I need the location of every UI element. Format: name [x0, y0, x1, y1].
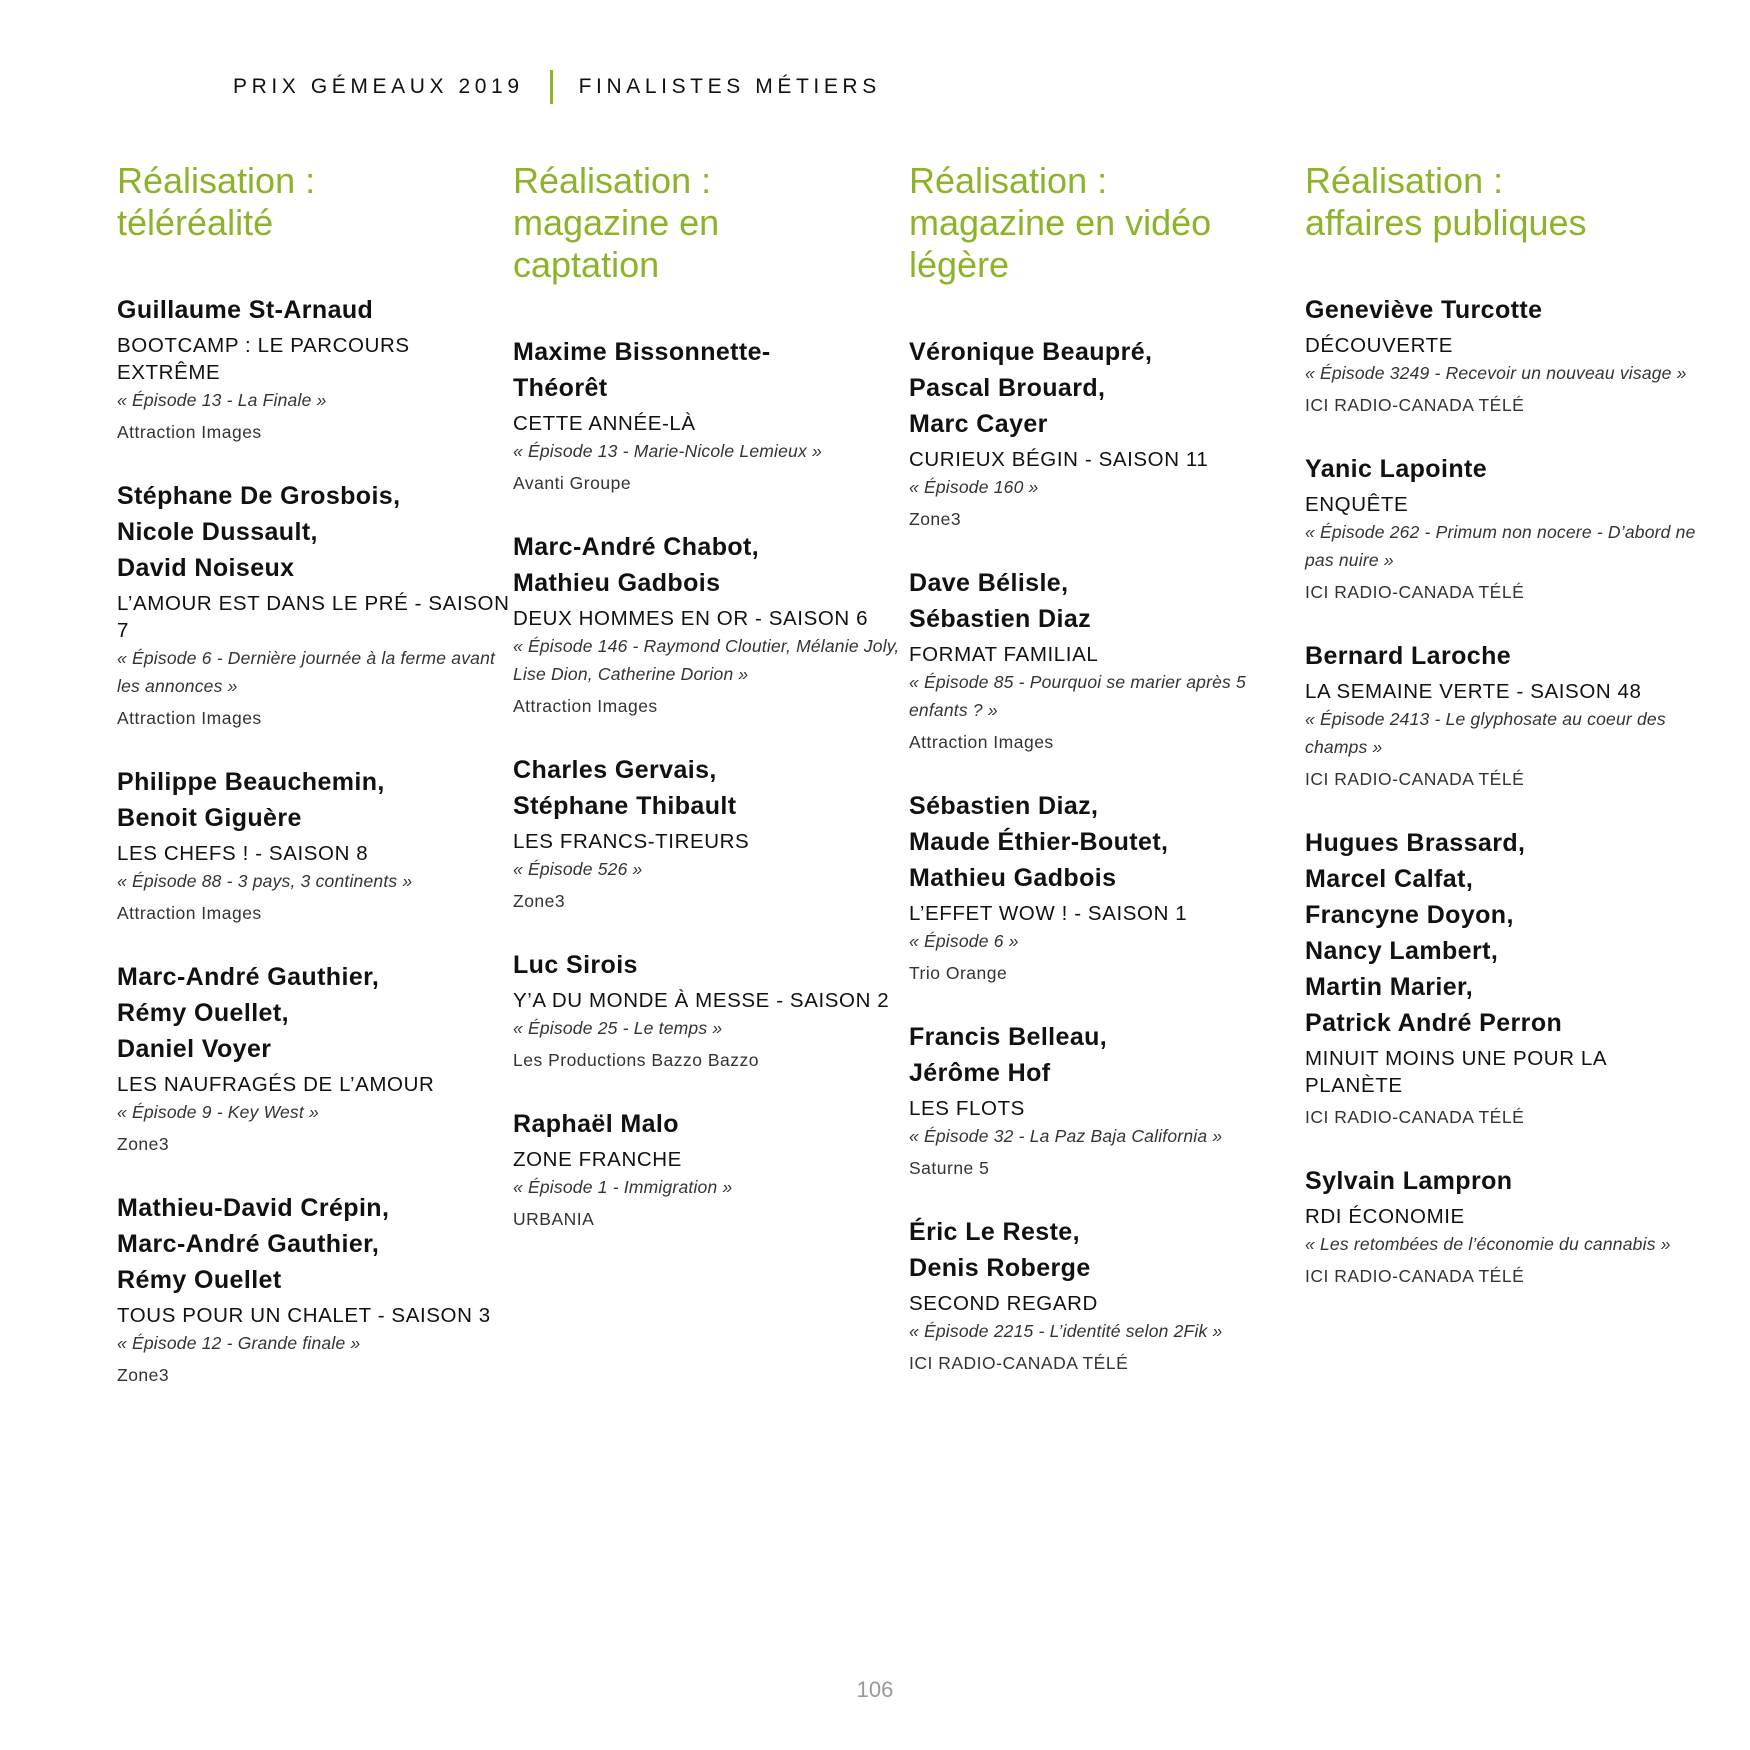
finalist-names: [909, 1019, 1305, 1091]
finalist-name: Philippe Beauchemin,: [117, 768, 385, 796]
finalist-names: [513, 529, 909, 601]
finalist-names: [1305, 638, 1701, 674]
finalist-entry: [117, 764, 513, 925]
episode-title: « Épisode 13 - Marie-Nicole Lemieux »: [513, 441, 822, 461]
category-heading-line: Réalisation :: [117, 160, 316, 201]
finalist-names: [117, 764, 513, 836]
finalist-name: Mathieu Gadbois: [513, 569, 721, 597]
finalist-name: Mathieu Gadbois: [909, 864, 1117, 892]
finalist-name: Martin Marier,: [1305, 973, 1474, 1001]
producer-name: URBANIA: [513, 1209, 595, 1229]
finalist-names: [117, 478, 513, 586]
finalist-names: [513, 947, 909, 983]
finalist-name: Véronique Beaupré,: [909, 338, 1153, 366]
producer-name: Avanti Groupe: [513, 473, 632, 493]
finalist-names: [1305, 292, 1701, 328]
finalist-name: Denis Roberge: [909, 1254, 1091, 1282]
finalist-name: Marc-André Gauthier,: [117, 1230, 380, 1258]
finalist-entry: [1305, 451, 1701, 604]
finalist-name: Rémy Ouellet: [117, 1266, 282, 1294]
show-title: FORMAT FAMILIAL: [909, 643, 1099, 666]
finalist-name: Dave Bélisle,: [909, 569, 1069, 597]
finalist-entry: [909, 1214, 1305, 1375]
category-heading-line: Réalisation :: [1305, 160, 1504, 201]
show-title: LES CHEFS ! - SAISON 8: [117, 842, 369, 865]
category-heading: [909, 160, 1305, 286]
finalist-name: Charles Gervais,: [513, 756, 717, 784]
finalist-name: Maude Éthier-Boutet,: [909, 828, 1169, 856]
producer-name: Attraction Images: [909, 732, 1054, 752]
episode-title: « Épisode 9 - Key West »: [117, 1102, 319, 1122]
finalist-names: [117, 292, 513, 328]
episode-title: « Épisode 85 - Pourquoi se marier après 5 enfants ? »: [909, 672, 1246, 720]
episode-title: « Épisode 13 - La Finale »: [117, 390, 327, 410]
finalist-entry: [909, 565, 1305, 754]
producer-name: Trio Orange: [909, 963, 1008, 983]
finalist-name: Bernard Laroche: [1305, 642, 1512, 670]
finalist-names: [117, 1190, 513, 1298]
finalist-name: Guillaume St-Arnaud: [117, 296, 374, 324]
finalist-name: Sébastien Diaz,: [909, 792, 1099, 820]
finalist-names: [513, 334, 909, 406]
finalist-entry: [909, 1019, 1305, 1180]
finalist-name: Maxime Bissonnette-: [513, 338, 771, 366]
finalist-name: Hugues Brassard,: [1305, 829, 1526, 857]
show-title: DÉCOUVERTE: [1305, 334, 1454, 357]
show-title: BOOTCAMP : LE PARCOURS EXTRÊME: [117, 334, 410, 384]
episode-title: « Épisode 262 - Primum non nocere - D’abord ne pas nuire »: [1305, 522, 1696, 570]
show-title: TOUS POUR UN CHALET - SAISON 3: [117, 1304, 491, 1327]
show-title: DEUX HOMMES EN OR - SAISON 6: [513, 607, 869, 630]
finalist-name: Marc-André Gauthier,: [117, 963, 380, 991]
finalist-names: [909, 1214, 1305, 1286]
episode-title: « Épisode 1 - Immigration »: [513, 1177, 733, 1197]
finalist-entry: [117, 1190, 513, 1387]
finalist-name: Nancy Lambert,: [1305, 937, 1499, 965]
category-heading-line: Réalisation :: [513, 160, 712, 201]
finalist-name: Francyne Doyon,: [1305, 901, 1514, 929]
episode-title: « Épisode 12 - Grande finale »: [117, 1333, 361, 1353]
show-title: L’AMOUR EST DANS LE PRÉ - SAISON 7: [117, 592, 510, 642]
finalist-names: [909, 334, 1305, 442]
producer-name: ICI RADIO-CANADA TÉLÉ: [1305, 395, 1525, 415]
episode-title: « Épisode 6 - Dernière journée à la ferme avant les annonces »: [117, 648, 496, 696]
category-heading: [513, 160, 909, 286]
finalist-names: [909, 565, 1305, 637]
show-title: CURIEUX BÉGIN - SAISON 11: [909, 448, 1209, 471]
episode-title: « Épisode 160 »: [909, 477, 1039, 497]
show-title: LES FRANCS-TIREURS: [513, 830, 750, 853]
episode-title: « Épisode 25 - Le temps »: [513, 1018, 723, 1038]
finalist-names: [1305, 451, 1701, 487]
finalist-name: Théorêt: [513, 374, 608, 402]
category-column: [513, 160, 909, 1421]
finalist-entry: [513, 752, 909, 913]
finalist-name: Benoit Giguère: [117, 804, 302, 832]
finalists-columns: [117, 160, 1696, 1421]
finalist-name: Sylvain Lampron: [1305, 1167, 1513, 1195]
finalist-entry: [513, 1106, 909, 1231]
finalist-name: David Noiseux: [117, 554, 295, 582]
header-section: FINALISTES MÉTIERS: [578, 75, 881, 98]
finalist-name: Stéphane Thibault: [513, 792, 737, 820]
finalist-names: [909, 788, 1305, 896]
producer-name: Zone3: [909, 509, 962, 529]
finalist-names: [513, 1106, 909, 1142]
episode-title: « Épisode 32 - La Paz Baja California »: [909, 1126, 1223, 1146]
show-title: RDI ÉCONOMIE: [1305, 1205, 1465, 1228]
producer-name: ICI RADIO-CANADA TÉLÉ: [1305, 769, 1525, 789]
producer-name: Saturne 5: [909, 1158, 990, 1178]
category-heading-line: Réalisation :: [909, 160, 1108, 201]
finalist-names: [1305, 825, 1701, 1041]
show-title: LA SEMAINE VERTE - SAISON 48: [1305, 680, 1642, 703]
producer-name: ICI RADIO-CANADA TÉLÉ: [1305, 1266, 1525, 1286]
show-title: SECOND REGARD: [909, 1292, 1098, 1315]
show-title: Y’A DU MONDE À MESSE - SAISON 2: [513, 989, 890, 1012]
producer-name: Zone3: [117, 1365, 170, 1385]
finalist-name: Geneviève Turcotte: [1305, 296, 1543, 324]
finalist-entry: [513, 529, 909, 718]
category-heading-line: captation: [513, 244, 660, 285]
producer-name: Zone3: [117, 1134, 170, 1154]
finalist-name: Luc Sirois: [513, 951, 638, 979]
finalist-name: Jérôme Hof: [909, 1059, 1051, 1087]
finalist-name: Raphaël Malo: [513, 1110, 679, 1138]
category-heading-line: légère: [909, 244, 1010, 285]
finalist-names: [117, 959, 513, 1067]
show-title: CETTE ANNÉE-LÀ: [513, 412, 696, 435]
producer-name: Attraction Images: [117, 422, 262, 442]
producer-name: ICI RADIO-CANADA TÉLÉ: [1305, 582, 1525, 602]
episode-title: « Épisode 146 - Raymond Cloutier, Mélanie Joly, Lise Dion, Catherine Dorion »: [513, 636, 900, 684]
finalist-entry: [1305, 292, 1701, 417]
finalist-name: Marc Cayer: [909, 410, 1048, 438]
page-number: 106: [856, 1677, 894, 1702]
episode-title: « Les retombées de l’économie du cannabis »: [1305, 1234, 1671, 1254]
episode-title: « Épisode 3249 - Recevoir un nouveau visage »: [1305, 363, 1687, 383]
header-separator: [550, 70, 553, 104]
producer-name: Zone3: [513, 891, 566, 911]
running-header: [233, 70, 881, 104]
category-heading-line: magazine en vidéo: [909, 202, 1212, 243]
finalist-entry: [909, 334, 1305, 531]
finalist-name: Mathieu-David Crépin,: [117, 1194, 390, 1222]
finalist-names: [1305, 1163, 1701, 1199]
producer-name: Les Productions Bazzo Bazzo: [513, 1050, 759, 1070]
finalist-entry: [117, 292, 513, 444]
show-title: ENQUÊTE: [1305, 493, 1409, 516]
finalist-name: Marcel Calfat,: [1305, 865, 1474, 893]
show-title: MINUIT MOINS UNE POUR LA PLANÈTE: [1305, 1047, 1607, 1097]
episode-title: « Épisode 2413 - Le glyphosate au coeur des champs »: [1305, 709, 1666, 757]
finalist-name: Éric Le Reste,: [909, 1218, 1080, 1246]
category-heading-line: magazine en: [513, 202, 720, 243]
finalist-entry: [117, 478, 513, 730]
category-column: [1305, 160, 1701, 1421]
producer-name: ICI RADIO-CANADA TÉLÉ: [1305, 1107, 1525, 1127]
finalist-name: Nicole Dussault,: [117, 518, 318, 546]
producer-name: Attraction Images: [117, 903, 262, 923]
episode-title: « Épisode 2215 - L’identité selon 2Fik »: [909, 1321, 1223, 1341]
show-title: L’EFFET WOW ! - SAISON 1: [909, 902, 1188, 925]
finalist-name: Patrick André Perron: [1305, 1009, 1563, 1037]
finalist-name: Sébastien Diaz: [909, 605, 1092, 633]
finalist-entry: [1305, 638, 1701, 791]
finalist-name: Yanic Lapointe: [1305, 455, 1488, 483]
category-column: [909, 160, 1305, 1421]
show-title: ZONE FRANCHE: [513, 1148, 682, 1171]
finalist-entry: [1305, 825, 1701, 1129]
producer-name: ICI RADIO-CANADA TÉLÉ: [909, 1353, 1129, 1373]
category-heading-line: affaires publiques: [1305, 202, 1587, 243]
finalist-entry: [117, 959, 513, 1156]
category-heading: [117, 160, 513, 244]
finalist-name: Rémy Ouellet,: [117, 999, 289, 1027]
producer-name: Attraction Images: [513, 696, 658, 716]
finalist-name: Marc-André Chabot,: [513, 533, 760, 561]
episode-title: « Épisode 6 »: [909, 931, 1019, 951]
finalist-entry: [909, 788, 1305, 985]
finalist-entry: [1305, 1163, 1701, 1288]
finalist-name: Daniel Voyer: [117, 1035, 272, 1063]
show-title: LES NAUFRAGÉS DE L’AMOUR: [117, 1073, 435, 1096]
header-title: PRIX GÉMEAUX 2019: [233, 75, 524, 98]
episode-title: « Épisode 526 »: [513, 859, 643, 879]
category-heading: [1305, 160, 1701, 244]
show-title: LES FLOTS: [909, 1097, 1025, 1120]
finalist-names: [513, 752, 909, 824]
finalist-entry: [513, 947, 909, 1072]
finalist-name: Pascal Brouard,: [909, 374, 1106, 402]
finalist-name: Stéphane De Grosbois,: [117, 482, 401, 510]
producer-name: Attraction Images: [117, 708, 262, 728]
category-heading-line: téléréalité: [117, 202, 274, 243]
category-column: [117, 160, 513, 1421]
finalist-name: Francis Belleau,: [909, 1023, 1108, 1051]
episode-title: « Épisode 88 - 3 pays, 3 continents »: [117, 871, 413, 891]
finalist-entry: [513, 334, 909, 495]
